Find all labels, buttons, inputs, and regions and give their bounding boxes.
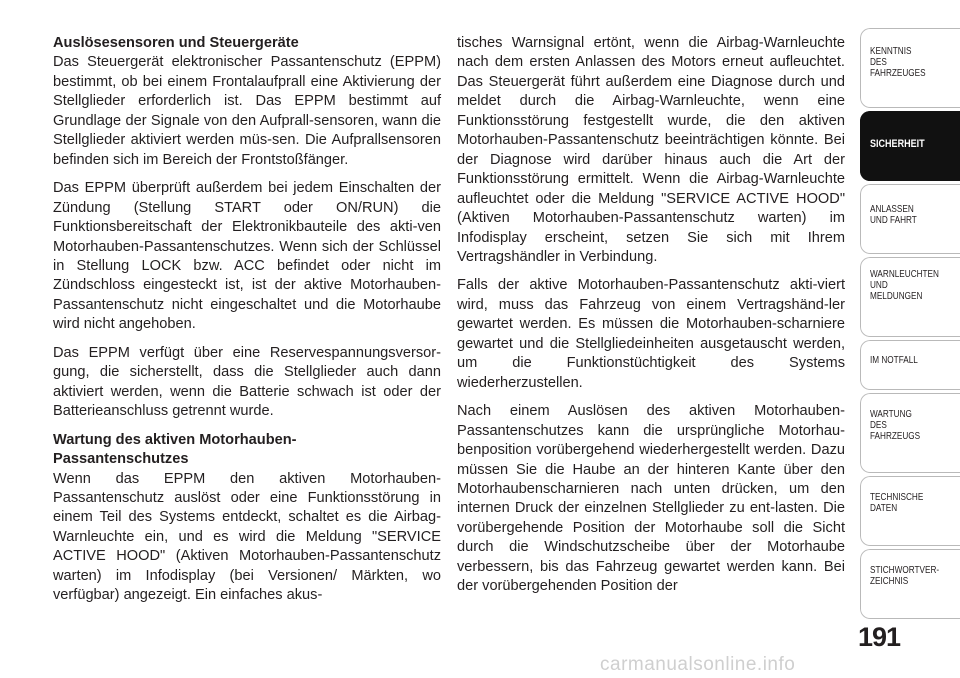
tab-im-notfall[interactable] [860, 340, 960, 390]
paragraph: Wenn das EPPM den aktiven Motorhauben-Passantenschutz auslöst oder eine Funktionsstörung in einem Teil des Systems entdeckt, schaltet es die Airbag-Warnleuchte ein, und es wird die Meldung "SERVICE ACTIVE HOOD" (Aktiven Motorhauben-Passantenschutz warten) im Infodisplay (bei Versionen/ Märkten, wo verfügbar) angezeigt. Ein einfaches akus- [53, 470, 441, 604]
section-heading-sensors: Auslösesensoren und Steuergeräte [53, 35, 299, 51]
tab-stichwortverzeichnis[interactable] [860, 549, 960, 619]
tab-label: IM NOTFALL [870, 355, 918, 366]
paragraph: Falls der aktive Motorhauben-Passantenschutz akti-viert wird, muss das Fahrzeug von einem Vertragshänd-ler gewartet werden. Es müssen die Motorhauben-scharniere gewartet und die Stellgliedeinheiten ausgetauscht werden, um die Funktionstüchtigkeit des Systems wiederherzustellen. [457, 277, 845, 391]
paragraph: tisches Warnsignal ertönt, wenn die Airbag-Warnleuchte nach dem ersten Anlassen des Motors erneut aufleuchtet. Das Steuergerät führt außerdem eine Diagnose durch und meldet durch die Airbag-Warnleuchte, wenn eine Funktionsstörung festgestellt wurde, die den aktiven Motorhauben-Passantenschutz beeinträchtigen könnte. Bei der Diagnose wird darüber hinaus auch die Art der Funktionsstörung ermittelt. Wenn die Airbag-Warnleuchte aufleuchtet oder die Meldung "SERVICE ACTIVE HOOD" (Aktiven Motorhauben-Passantenschutz warten) im Infodisplay erscheint, setzen Sie sich mit Ihrem Vertragshändler in Verbindung. [457, 35, 845, 265]
tab-technische-daten[interactable] [860, 476, 960, 546]
watermark: carmanualsonline.info [600, 654, 796, 675]
tab-wartung-des-fahrzeugs[interactable] [860, 393, 960, 473]
tab-sicherheit[interactable] [860, 111, 960, 181]
tab-kenntnis-des-fahrzeuges[interactable] [860, 28, 960, 108]
paragraph: Das EPPM überprüft außerdem bei jedem Einschalten der Zündung (Stellung START oder ON/RUN) die Funktionsbereitschaft der Elektronikbauteile des akti-ven Motorhauben-Passantenschutzes. Wenn sich der Schlüssel in Stellung LOCK bzw. ACC befindet oder nicht im Zündschloss eingesteckt ist, ist der aktive Motorhauben-Passantenschutz nicht eingeschaltet und die Motorhaube wird nicht angehoben. [53, 180, 441, 333]
chapter-tab-sidebar [860, 0, 960, 640]
paragraph: Das EPPM verfügt über eine Reservespannungsversor-gung, die sicherstellt, dass die Stellglieder auch dann aktiviert werden, wenn die Batterie schwach ist oder der Batterieanschluss getrennt wurde. [53, 344, 441, 420]
page-number: 191 [858, 622, 901, 652]
paragraph: Das Steuergerät elektronischer Passantenschutz (EPPM) bestimmt, ob bei einem Frontalaufprall eine Aktivierung der Stellglieder erforderlich ist. Das EPPM bestimmt auf Grundlage der Signale von den Aufprall-sensoren, wann die Stellglieder aktiviert werden müs-sen. Die Aufprallsensoren befinden sich im Bereich der Frontstoßfänger. [53, 54, 441, 168]
section-heading-maintenance: Wartung des aktiven Motorhauben-Passantenschutzes [53, 431, 297, 468]
tab-label: WARTUNG DES FAHRZEUGS [870, 409, 921, 442]
tab-warnleuchten-und-meldungen[interactable] [860, 257, 960, 337]
paragraph: Nach einem Auslösen des aktiven Motorhauben-Passantenschutzes kann die ursprüngliche Motorhau-benposition vorübergehend wiederhergestellt werden. Dazu müssen Sie die Haube an der hinteren Kante über den Motorhaubenscharnieren nach unten drücken, um den internen Druck der einzelnen Stellglieder zu ent-lasten. Die vorübergehende Position der Motorhaube soll die Sicht durch die Windschutzscheibe über der Motorhaube verbessern, bis das Fahrzeug gewartet werden kann. Bei der vorübergehenden Position der [457, 403, 845, 595]
right-column [457, 34, 845, 606]
tab-anlassen-und-fahrt[interactable] [860, 184, 960, 254]
tab-label: TECHNISCHE DATEN [870, 492, 924, 514]
left-column [53, 34, 441, 615]
tab-label: ANLASSEN UND FAHRT [870, 204, 917, 226]
tab-label: STICHWORTVER- ZEICHNIS [870, 565, 940, 587]
tab-label: KENNTNIS DES FAHRZEUGES [870, 46, 926, 79]
tab-label: SICHERHEIT [870, 138, 925, 150]
tab-label: WARNLEUCHTEN UND MELDUNGEN [870, 269, 939, 302]
